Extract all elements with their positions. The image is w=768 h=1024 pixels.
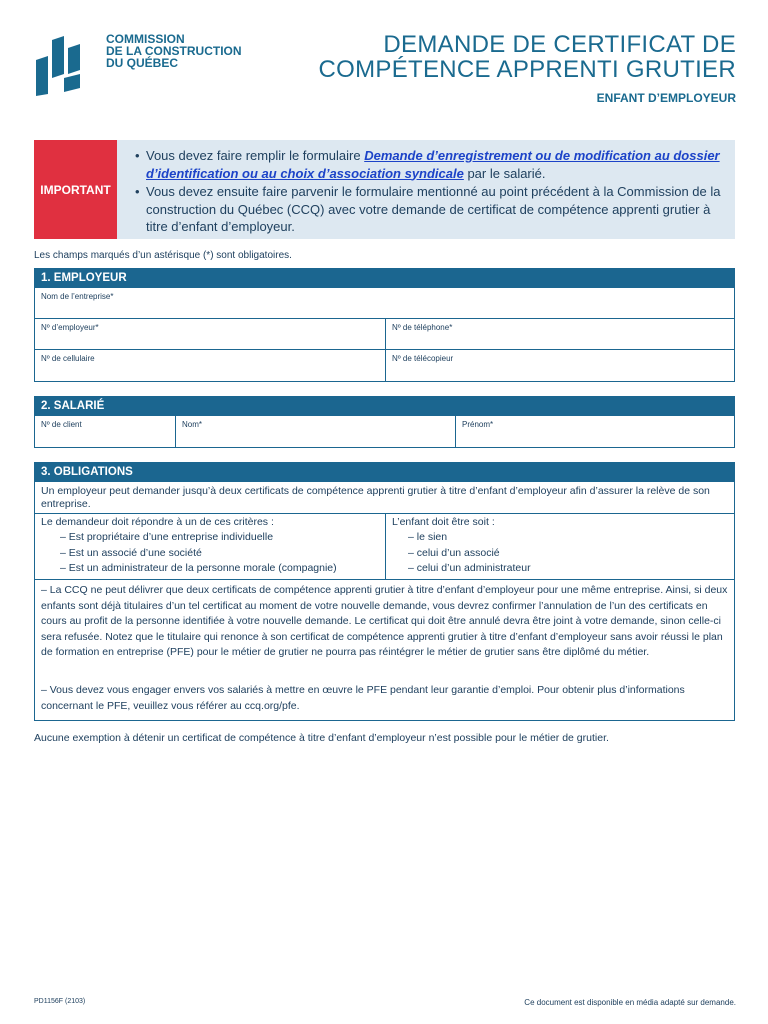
criteria-item: – Est propriétaire d’une entreprise individuelle xyxy=(60,531,274,543)
cell-phone-field[interactable]: Nº de cellulaire xyxy=(41,354,95,363)
client-number-field[interactable]: Nº de client xyxy=(41,420,82,429)
form-code: PD1156F (2103) xyxy=(34,998,86,1005)
criteria-item: – Est un associé d’une société xyxy=(60,546,202,559)
bullet-icon: • xyxy=(135,184,140,199)
divider xyxy=(175,416,176,447)
org-line-3: DU QUÉBEC xyxy=(106,56,179,70)
section-employer-header: 1. EMPLOYEUR xyxy=(34,268,735,288)
accessibility-note: Ce document est disponible en média adapté sur demande. xyxy=(524,998,736,1007)
form-subtitle: ENFANT D’EMPLOYEUR xyxy=(596,91,736,105)
obligations-intro: Un employeur peut demander jusqu’à deux certificats de compétence apprenti grutier à titre d’enfant d’employeur afin d’assurer la relève de son entreprise. xyxy=(41,485,710,510)
section-obligations-header: 3. OBLIGATIONS xyxy=(34,462,735,482)
obligation-paragraph-1: – La CCQ ne peut délivrer que deux certificats de compétence apprenti grutier à titre d’enfant d’employeur pour une même entreprise. Ainsi, si deux enfants sont déjà titulaires d’un tel certificat au moment de votre nouvelle demande, vous devrez confirmer l’annulation de l’un des certificats en cours au profit de la personne identifiée à votre nouvelle demande. Le certificat qui doit être annulé devra être joint à votre demande, sinon celle-ci sera refusée. Notez que le titulaire qui renonce à son certificat de compétence apprenti grutier à titre d’enfant d’employeur sans avoir réussi le plan de formation en entreprise (PFE) pour le métier de grutier ne pourra pas réintégrer le métier de grutier sans être diplômé du métier. xyxy=(41,584,728,658)
criteria-item: – Est un administrateur de la personne morale (compagnie) xyxy=(60,562,337,574)
important-notice xyxy=(117,140,735,239)
divider xyxy=(35,579,734,580)
registration-form-link[interactable]: Demande d’enregistrement ou de modification au dossier d’identification ou au choix d’association syndicale xyxy=(146,148,720,181)
organization-name xyxy=(106,33,242,69)
phone-field[interactable]: Nº de téléphone* xyxy=(392,323,453,332)
important-bullet-1: Vous devez faire remplir le formulaire Demande d’enregistrement ou de modification au dossier d’identification ou au choix d’association syndicale par le salarié. xyxy=(146,148,720,181)
divider xyxy=(385,319,386,381)
section-employee-header: 2. SALARIÉ xyxy=(34,396,735,416)
last-name-field[interactable]: Nom* xyxy=(182,420,203,429)
mandatory-note: Les champs marqués d’un astérisque (*) sont obligatoires. xyxy=(34,250,292,261)
child-item: – le sien xyxy=(408,531,448,543)
org-line-1: COMMISSION xyxy=(106,32,185,46)
fax-field[interactable]: Nº de télécopieur xyxy=(392,354,454,363)
important-bullet-2: Vous devez ensuite faire parvenir le formulaire mentionné au point précédent à la Commission de la construction du Québec (CCQ) avec votre demande de certificat de compétence apprenti grutier à titre d’enfant d’employeur. xyxy=(146,184,721,234)
company-name-field[interactable]: Nom de l’entreprise* xyxy=(41,292,114,301)
ccq-logo xyxy=(34,34,96,96)
obligation-paragraph-2: – Vous devez vous engager envers vos salariés à mettre en œuvre le PFE pendant leur garantie d’emploi. Pour obtenir plus d’informations concernant le PFE, veuillez vous référer au ccq.org/pfe. xyxy=(41,684,685,712)
divider xyxy=(455,416,456,447)
child-item: – celui d’un associé xyxy=(408,546,500,559)
employee-fields xyxy=(34,416,735,448)
child-item: – celui d’un administrateur xyxy=(408,562,531,574)
title-line-1: DEMANDE DE CERTIFICAT DE xyxy=(383,31,736,58)
divider xyxy=(385,513,386,579)
first-name-field[interactable]: Prénom* xyxy=(462,420,494,429)
obligations-box xyxy=(34,482,735,721)
form-title xyxy=(319,32,736,82)
bullet-icon: • xyxy=(135,148,140,163)
requester-criteria-heading: Le demandeur doit répondre à un de ces critères : xyxy=(41,516,274,528)
org-line-2: DE LA CONSTRUCTION xyxy=(106,44,242,58)
important-label: IMPORTANT xyxy=(34,140,117,239)
no-exemption-note: Aucune exemption à détenir un certificat de compétence à titre d’enfant d’employeur n’est possible pour le métier de grutier. xyxy=(34,732,609,744)
employer-fields xyxy=(34,288,735,382)
employer-number-field[interactable]: Nº d’employeur* xyxy=(41,323,99,332)
title-line-2: COMPÉTENCE APPRENTI GRUTIER xyxy=(318,56,736,83)
child-criteria-heading: L’enfant doit être soit : xyxy=(392,516,495,528)
